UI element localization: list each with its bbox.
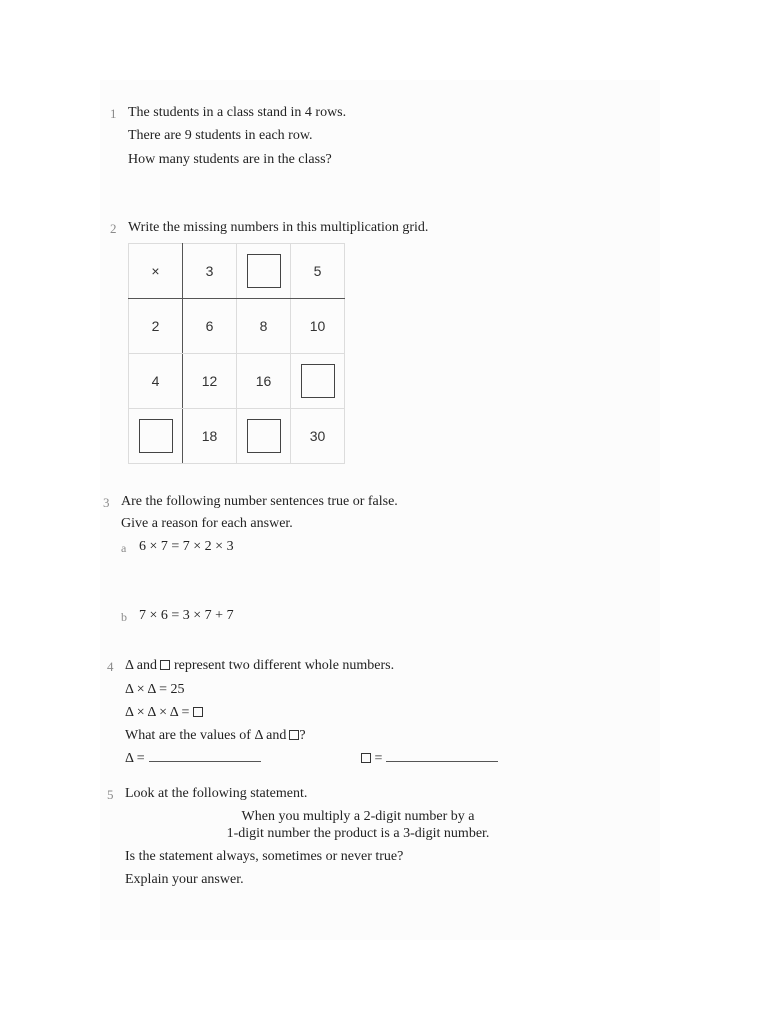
question-3b-label: b <box>121 610 127 624</box>
square-symbol-icon <box>289 730 299 740</box>
triangle-answer-label: Δ = <box>125 751 145 766</box>
grid-cell-missing[interactable] <box>129 409 183 464</box>
question-4-line-4 <box>125 728 306 744</box>
grid-cell: 2 <box>129 299 183 354</box>
square-symbol-icon <box>193 707 203 717</box>
question-1-line-2: There are 9 students in each row. <box>128 128 313 143</box>
question-4-number: 4 <box>107 659 114 674</box>
grid-cell: 10 <box>291 299 345 354</box>
question-4-line-1-end: represent two different whole numbers. <box>173 658 395 673</box>
question-3-line-2: Give a reason for each answer. <box>121 516 293 531</box>
answer-box[interactable] <box>139 419 173 453</box>
grid-cell-missing[interactable] <box>237 409 291 464</box>
question-4-line-1 <box>125 658 394 674</box>
question-4-line-3-text: Δ × Δ × Δ = <box>125 705 190 720</box>
square-symbol-icon <box>160 660 170 670</box>
question-4-line-1-start: Δ and <box>125 658 157 673</box>
question-3b-text: 7 × 6 = 3 × 7 + 7 <box>139 608 234 623</box>
grid-cell: 3 <box>183 244 237 299</box>
grid-cell: 12 <box>183 354 237 409</box>
square-answer-line[interactable] <box>386 751 498 762</box>
grid-cell: 4 <box>129 354 183 409</box>
grid-cell: 18 <box>183 409 237 464</box>
answer-box[interactable] <box>247 419 281 453</box>
triangle-answer-line[interactable] <box>149 751 261 762</box>
grid-cell: × <box>129 244 183 299</box>
multiplication-grid <box>128 243 345 464</box>
answer-box[interactable] <box>301 364 335 398</box>
question-3-line-1: Are the following number sentences true or false. <box>121 494 398 509</box>
question-3a-label: a <box>121 541 127 555</box>
question-5-line-3: Explain your answer. <box>125 872 244 887</box>
question-5-number: 5 <box>107 787 114 802</box>
question-5-line-2: Is the statement always, sometimes or never true? <box>125 849 404 864</box>
statement-line-1: When you multiply a 2-digit number by a <box>241 809 475 824</box>
question-2-number: 2 <box>110 221 117 236</box>
question-4-line-4-end: ? <box>299 728 306 743</box>
question-1-line-3: How many students are in the class? <box>128 152 332 167</box>
grid-cell: 5 <box>291 244 345 299</box>
question-4-line-3 <box>125 705 203 721</box>
question-3-number: 3 <box>103 495 110 510</box>
grid-cell-missing[interactable] <box>291 354 345 409</box>
square-answer-label: = <box>374 751 383 766</box>
square-symbol-icon <box>361 753 371 763</box>
grid-cell: 16 <box>237 354 291 409</box>
question-4-line-4-start: What are the values of Δ and <box>125 728 287 743</box>
answer-box[interactable] <box>247 254 281 288</box>
grid-cell: 6 <box>183 299 237 354</box>
question-1-line-1: The students in a class stand in 4 rows. <box>128 105 347 120</box>
grid-cell-missing[interactable] <box>237 244 291 299</box>
question-2-text: Write the missing numbers in this multiplication grid. <box>128 220 429 235</box>
statement-line-2: 1-digit number the product is a 3-digit number. <box>226 826 490 841</box>
question-3a-text: 6 × 7 = 7 × 2 × 3 <box>139 539 234 554</box>
question-4-line-2: Δ × Δ = 25 <box>125 682 185 697</box>
question-5-line-1: Look at the following statement. <box>125 786 308 801</box>
question-1-number: 1 <box>110 106 117 121</box>
grid-cell: 8 <box>237 299 291 354</box>
grid-cell: 30 <box>291 409 345 464</box>
triangle-answer <box>125 751 261 767</box>
square-answer <box>361 751 498 767</box>
